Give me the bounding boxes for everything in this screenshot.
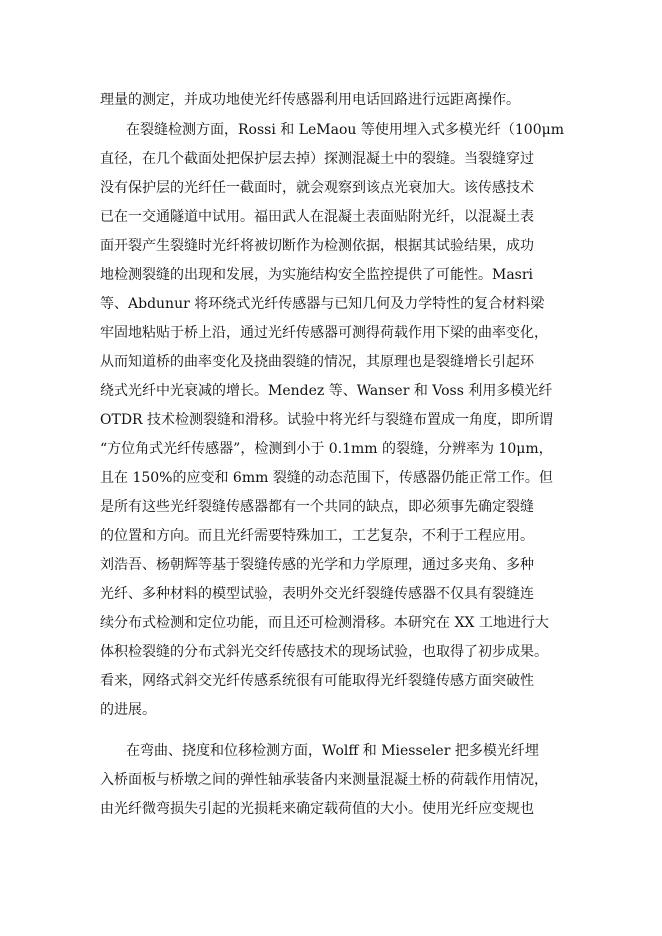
text-line: 入桥面板与桥墩之间的弹性轴承装备内来测量混凝土桥的荷载作用情况， xyxy=(100,772,548,788)
text-line: 是所有这些光纤裂缝传感器都有一个共同的缺点，即必须事先确定裂缝 xyxy=(100,499,534,515)
text-line: 且在 150%的应变和 6mm 裂缝的动态范围下，传感器仍能正常工作。但 xyxy=(100,470,553,486)
paragraph-first-line: 在弯曲、挠度和位移检测方面，Wolff 和 Miesseler 把多模光纤埋 xyxy=(126,743,539,759)
text-line: 续分布式检测和定位功能，而且还可检测滑移。本研究在 XX 工地进行大 xyxy=(100,615,549,631)
text-line: OTDR 技术检测裂缝和滑移。试验中将光纤与裂缝布置成一角度，即所谓 xyxy=(100,412,554,428)
text-line: 刘浩吾、杨朝辉等基于裂缝传感的光学和力学原理，通过多夹角、多种 xyxy=(100,557,534,573)
paragraph-last-line: 的进展。 xyxy=(100,702,156,718)
text-line: 面开裂产生裂缝时光纤将被切断作为检测依据，根据其试验结果，成功 xyxy=(100,238,534,254)
text-line: 等、Abdunur 将环绕式光纤传感器与已知几何及力学特性的复合材料梁 xyxy=(100,296,545,312)
text-line: 绕式光纤中光衰减的增长。Mendez 等、Wanser 和 Voss 利用多模光纤 xyxy=(100,383,553,399)
text-line: 理量的测定，并成功地使光纤传感器利用电话回路进行远距离操作。 xyxy=(100,92,520,108)
text-line: 直径，在几个截面处把保护层去掉）探测混凝土中的裂缝。当裂缝穿过 xyxy=(100,151,534,167)
text-line: 已在一交通隧道中试用。福田武人在混凝土表面贴附光纤，以混凝土表 xyxy=(100,209,534,225)
text-line: 地检测裂缝的出现和发展，为实施结构安全监控提供了可能性。Masri xyxy=(100,267,534,283)
text-line: 从而知道桥的曲率变化及挠曲裂缝的情况，其原理也是裂缝增长引起环 xyxy=(100,354,534,370)
text-line: 光纤、多种材料的模型试验，表明外交光纤裂缝传感器不仅具有裂缝连 xyxy=(100,586,534,602)
text-line: 由光纤微弯损失引起的光损耗来确定载荷值的大小。使用光纤应变规也 xyxy=(100,801,534,817)
text-line: 看来，网络式斜交光纤传感系统很有可能取得光纤裂缝传感方面突破性 xyxy=(100,673,534,689)
text-line: 的位置和方向。而且光纤需要特殊加工，工艺复杂，不利于工程应用。 xyxy=(100,528,534,544)
text-line: “方位角式光纤传感器”，检测到小于 0.1mm 的裂缝，分辨率为 10μm， xyxy=(100,441,553,457)
text-line: 体积检裂缝的分布式斜光交纤传感技术的现场试验，也取得了初步成果。 xyxy=(100,644,548,660)
text-line: 没有保护层的光纤任一截面时，就会观察到该点光衰加大。该传感技术 xyxy=(100,180,534,196)
paragraph-first-line: 在裂缝检测方面，Rossi 和 LeMaou 等使用埋入式多模光纤（100μm xyxy=(126,122,564,138)
text-line: 牢固地粘贴于桥上沿，通过光纤传感器可测得荷载作用下梁的曲率变化， xyxy=(100,325,548,341)
